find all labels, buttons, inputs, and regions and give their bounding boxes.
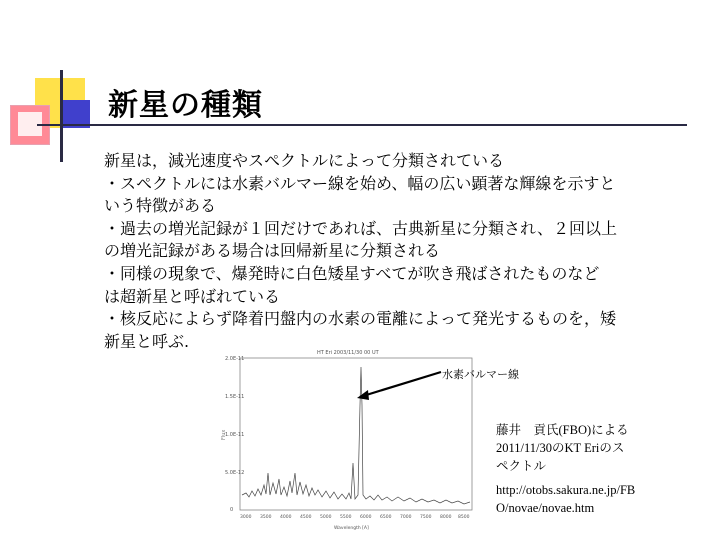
y-tick-label: 0	[230, 507, 234, 513]
spectrum-ylabel: Flux	[221, 429, 227, 440]
spectrum-header: HT Eri 2003/11/30 00 UT	[317, 350, 379, 356]
url-line: O/novae/novae.htm	[496, 501, 595, 515]
y-tick-label: 1.5E-11	[225, 394, 245, 400]
annotation-arrow	[355, 366, 445, 406]
x-tick-label: 8500	[458, 515, 470, 520]
x-tick-label: 6000	[360, 515, 372, 520]
body-text	[104, 150, 664, 353]
spectrum-xlabel: Wavelength [A]	[334, 526, 369, 531]
credit-text	[496, 421, 666, 475]
body-line: ・スペクトルには水素バルマー線を始め、幅の広い顕著な輝線を示すと	[104, 173, 616, 193]
body-line: ・核反応によらず降着円盤内の水素の電離によって発光するものを，矮	[104, 309, 617, 329]
title-underline	[37, 124, 687, 126]
y-tick-label: 2.0E-11	[225, 356, 245, 362]
body-line: の増光記録がある場合は回帰新星に分類される	[104, 241, 441, 261]
credit-line: 藤井 貢氏(FBO)による	[496, 423, 629, 437]
body-line: ・過去の増光記録が１回だけであれば、古典新星に分類され、２回以上	[104, 218, 617, 238]
y-tick-label: 1.0E-11	[225, 432, 245, 438]
body-line: 新星と呼ぶ.	[104, 331, 190, 351]
source-url	[496, 481, 696, 517]
x-tick-label: 7000	[400, 515, 412, 520]
body-line: は超新星と呼ばれている	[104, 286, 281, 306]
x-tick-label: 3500	[260, 515, 272, 520]
x-tick-label: 8000	[440, 515, 452, 520]
credit-line: ペクトル	[496, 459, 547, 473]
slide-title: 新星の種類	[108, 88, 263, 123]
y-tick-label: 5.0E-12	[225, 470, 245, 476]
balmer-line-label: 水素バルマー線	[442, 368, 519, 381]
url-line: http://otobs.sakura.ne.jp/FB	[496, 483, 636, 497]
credit-line: 2011/11/30のKT Eriのス	[496, 441, 625, 455]
body-line: ・同様の現象で、爆発時に白色矮星すべてが吹き飛ばされたものなど	[104, 263, 600, 283]
body-line: いう特徴がある	[104, 196, 217, 216]
x-tick-label: 3000	[240, 515, 252, 520]
spectrum-x-ticks	[240, 514, 470, 520]
x-tick-label: 5000	[320, 515, 332, 520]
spectrum-y-ticks	[225, 356, 244, 513]
body-line: 新星は，減光速度やスペクトルによって分類されている	[104, 151, 505, 170]
x-tick-label: 6500	[380, 515, 392, 520]
x-tick-label: 7500	[420, 515, 432, 520]
x-tick-label: 4500	[300, 515, 312, 520]
x-tick-label: 4000	[280, 515, 292, 520]
decor-vertical-line	[60, 70, 63, 162]
x-tick-label: 5500	[340, 515, 352, 520]
